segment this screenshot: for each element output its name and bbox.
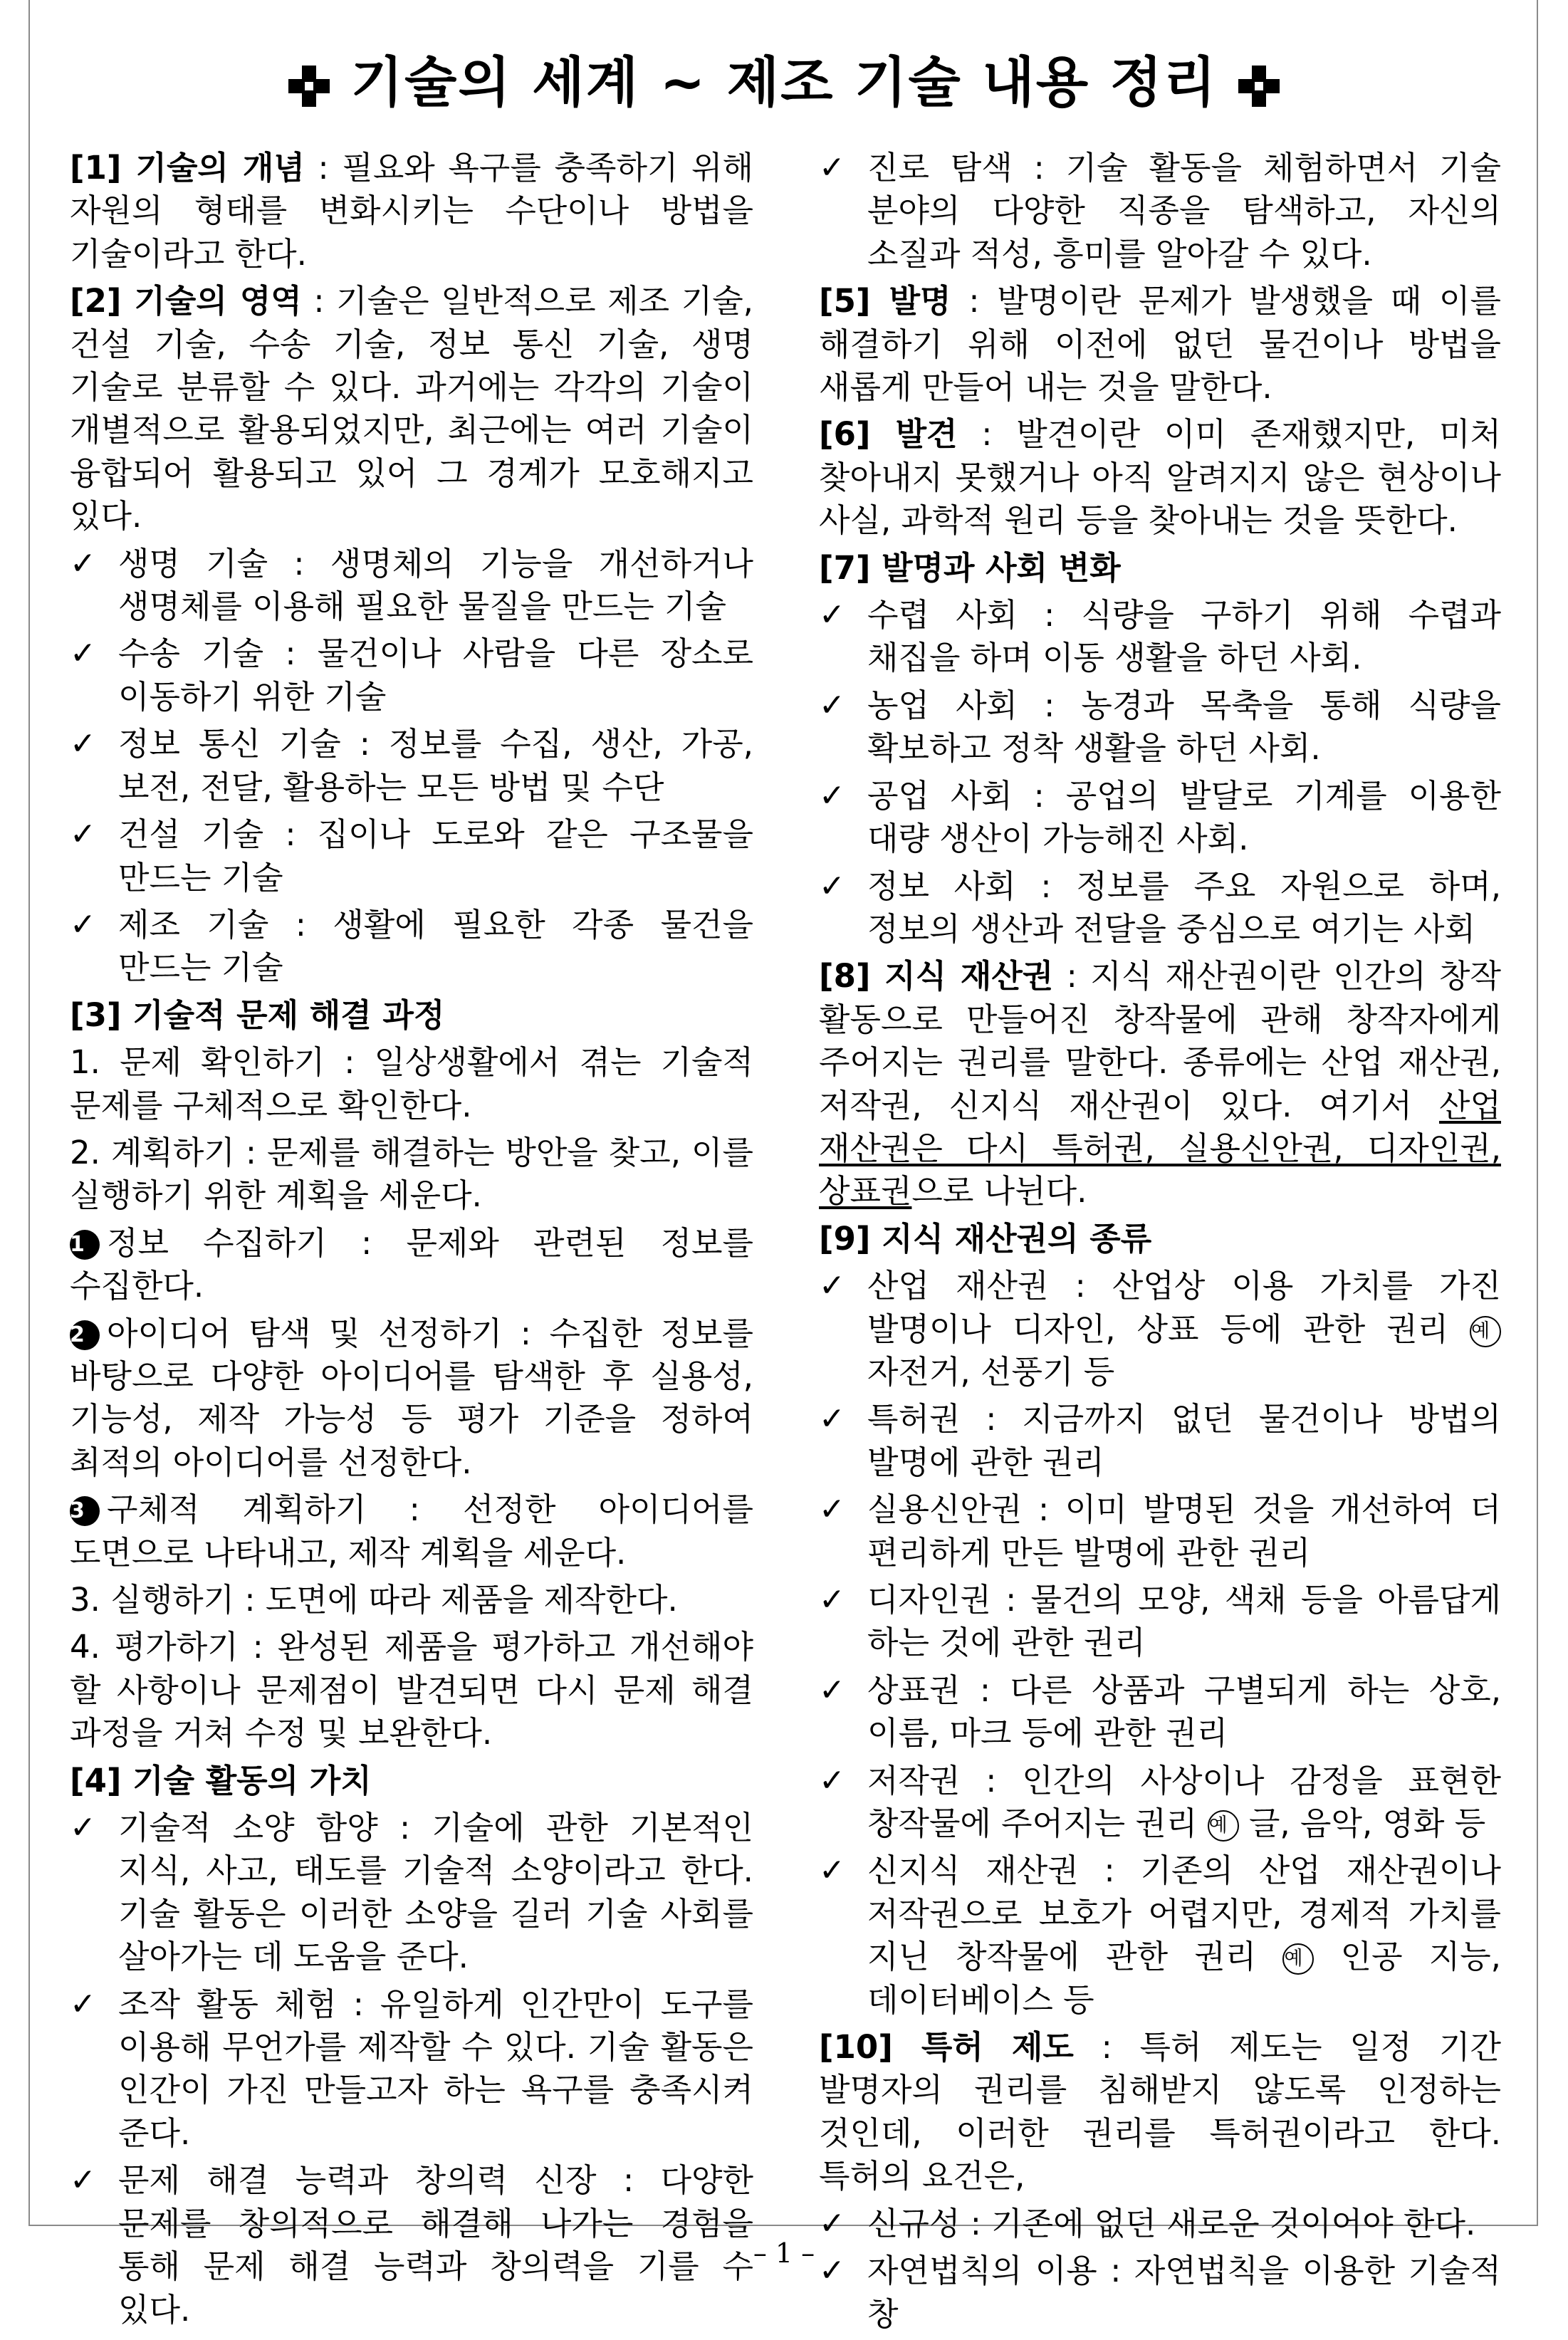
substep-text: 아이디어 탐색 및 선정하기 : 수집한 정보를 바탕으로 다양한 아이디어를 탐색한 후 실용성, 기능성, 제작 가능성 등 평가 기준을 정하여 최적의 아이디어를 선정한다. <box>70 1314 753 1481</box>
step-item: 3. 실행하기 : 도면에 따라 제품을 제작한다. <box>70 1581 678 1619</box>
list-item: ✓ 상표권 : 다른 상품과 구별되게 하는 상호, 이름, 마크 등에 관한 권리 <box>819 1669 1501 1755</box>
list-item: ✓ 실용신안권 : 이미 발명된 것을 개선하여 더 편리하게 만든 발명에 관한 권리 <box>819 1488 1501 1574</box>
section-heading: [3] 기술적 문제 해결 과정 <box>70 996 445 1034</box>
list-item <box>819 1265 1501 1394</box>
section-text: 으로 나뉜다. <box>911 1172 1087 1211</box>
step-item: 2. 계획하기 : 문제를 해결하는 방안을 찾고, 이를 실행하기 위한 계획을 세운다. <box>70 1133 753 1215</box>
item-text: 신지식 재산권 : 기존의 산업 재산권이나 저작권으로 보호가 어렵지만, 경제적 가치를 지닌 창작물에 관한 권리 <box>867 1851 1501 1976</box>
number-badge: 1 <box>70 1230 100 1260</box>
list-item: ✓ 수송 기술 : 물건이나 사람을 다른 장소로 이동하기 위한 기술 <box>70 632 753 719</box>
title-text: 기술의 세계 ~ 제조 기술 내용 정리 <box>350 51 1218 114</box>
example-icon: 예 <box>1470 1316 1501 1347</box>
example-icon: 예 <box>1208 1810 1239 1842</box>
substep-text: 구체적 계획하기 : 선정한 아이디어를 도면으로 나타내고, 제작 계획을 세운다. <box>70 1490 753 1572</box>
section-1 <box>70 147 753 276</box>
section-6 <box>819 413 1501 542</box>
list-item: ✓ 생명 기술 : 생명체의 기능을 개선하거나 생명체를 이용해 필요한 물질을 만드는 기술 <box>70 543 753 629</box>
right-column <box>819 147 1501 2340</box>
example-text: 인공 지능, 데이터베이스 등 <box>867 1938 1501 2019</box>
list-item: ✓ 농업 사회 : 농경과 목축을 통해 식량을 확보하고 정착 생활을 하던 사회. <box>819 684 1501 771</box>
section-text: : 필요와 욕구를 충족하기 위해 자원의 형태를 변화시키는 수단이나 방법을 기술이라고 한다. <box>70 149 753 273</box>
list-item <box>819 1760 1501 1846</box>
step-item: 1. 문제 확인하기 : 일상생활에서 겪는 기술적 문제를 구체적으로 확인한다. <box>70 1043 753 1124</box>
section-heading: [5] 발명 <box>819 282 951 320</box>
list-item: ✓ 건설 기술 : 집이나 도로와 같은 구조물을 만드는 기술 <box>70 813 753 899</box>
section-text: : 발견이란 이미 존재했지만, 미처 찾아내지 못했거나 아직 알려지지 않은 현상이나 사실, 과학적 원리 등을 찾아내는 것을 뜻한다. <box>819 415 1501 540</box>
section-2 <box>70 280 753 538</box>
section-text: : 발명이란 문제가 발생했을 때 이를 해결하기 위해 이전에 없던 물건이나 방법을 새롭게 만들어 내는 것을 말한다. <box>819 282 1501 407</box>
list-item: ✓ 제조 기술 : 생활에 필요한 각종 물건을 만드는 기술 <box>70 904 753 990</box>
section-text: : 지식 재산권이란 인간의 창작 활동으로 만들어진 창작물에 관해 창작자에게 주어지는 권리를 말한다. 종류에는 산업 재산권, 저작권, 신지식 재산권이 있다. 여기서 <box>819 957 1501 1124</box>
page-number: – 1 – <box>753 2237 815 2269</box>
number-badge: 3 <box>70 1496 100 1526</box>
section-text: : 특허 제도는 일정 기간 발명자의 권리를 침해받지 않도록 인정하는 것인데, 이러한 권리를 특허권이라고 한다. 특허의 요건은, <box>819 2028 1501 2195</box>
list-item: ✓ 정보 사회 : 정보를 주요 자원으로 하며, 정보의 생산과 전달을 중심으로 여기는 사회 <box>819 865 1501 951</box>
example-icon: 예 <box>1282 1943 1314 1975</box>
section-text: : 기술은 일반적으로 제조 기술, 건설 기술, 수송 기술, 정보 통신 기술, 생명 기술로 분류할 수 있다. 과거에는 각각의 기술이 개별적으로 활용되었지만, 최근에는 여러 기술이 융합되어 활용되고 있어 그 경계가 모호해지고 있다. <box>70 282 753 536</box>
example-text: 글, 음악, 영화 등 <box>1248 1804 1486 1843</box>
list-item: ✓ 자연법칙의 이용 : 자연법칙을 이용한 기술적 창 <box>819 2250 1501 2336</box>
list-item: ✓ 조작 활동 체험 : 유일하게 인간만이 도구를 이용해 무언가를 제작할 수 있다. 기술 활동은 인간이 가진 만들고자 하는 욕구를 충족시켜 준다. <box>70 1983 753 2156</box>
list-item: ✓ 신규성 : 기존에 없던 새로운 것이어야 한다. <box>819 2203 1501 2245</box>
section-10 <box>819 2026 1501 2198</box>
section-heading: [6] 발견 <box>819 415 958 454</box>
list-item: ✓ 특허권 : 지금까지 없던 물건이나 방법의 발명에 관한 권리 <box>819 1398 1501 1484</box>
section-heading: [2] 기술의 영역 <box>70 282 302 320</box>
page-title <box>0 51 1568 114</box>
underlined-text: 산업 재산권은 다시 특허권, 실용신안권, 디자인권, 상표권 <box>819 1086 1501 1211</box>
section-heading: [8] 지식 재산권 <box>819 957 1054 996</box>
example-text: 자전거, 선풍기 등 <box>867 1352 1115 1391</box>
cross-icon <box>288 66 330 107</box>
substep-item <box>70 1312 753 1485</box>
cross-icon <box>1238 66 1280 107</box>
number-badge: 2 <box>70 1320 100 1350</box>
list-item: ✓ 정보 통신 기술 : 정보를 수집, 생산, 가공, 보전, 전달, 활용하는 모든 방법 및 수단 <box>70 723 753 809</box>
substep-text: 정보 수집하기 : 문제와 관련된 정보를 수집한다. <box>70 1223 753 1305</box>
section-5 <box>819 280 1501 409</box>
section-heading: [7] 발명과 사회 변화 <box>819 548 1121 587</box>
section-8 <box>819 955 1501 1213</box>
list-item: ✓ 문제 해결 능력과 창의력 신장 : 다양한 문제를 창의적으로 해결해 나가는 경험을 통해 문제 해결 능력과 창의력을 기를 수 있다. <box>70 2159 753 2331</box>
left-column <box>70 147 753 2336</box>
list-item: ✓ 수렵 사회 : 식량을 구하기 위해 수렵과 채집을 하며 이동 생활을 하던 사회. <box>819 594 1501 680</box>
section-heading: [4] 기술 활동의 가치 <box>70 1761 372 1800</box>
substep-item <box>70 1488 753 1574</box>
section-heading: [10] 특허 제도 <box>819 2028 1074 2067</box>
item-text: 저작권 : 인간의 사상이나 감정을 표현한 창작물에 주어지는 권리 <box>867 1761 1501 1843</box>
section-heading: [1] 기술의 개념 <box>70 149 305 187</box>
list-item: ✓ 기술적 소양 함양 : 기술에 관한 기본적인 지식, 사고, 태도를 기술적 소양이라고 한다. 기술 활동은 이러한 소양을 길러 기술 사회를 살아가는 데 도움을 준다. <box>70 1807 753 1979</box>
list-item: ✓ 공업 사회 : 공업의 발달로 기계를 이용한 대량 생산이 가능해진 사회. <box>819 775 1501 861</box>
item-text: 산업 재산권 : 산업상 이용 가치를 가진 발명이나 디자인, 상표 등에 관한 권리 <box>867 1267 1501 1348</box>
substep-item <box>70 1222 753 1308</box>
section-heading: [9] 지식 재산권의 종류 <box>819 1219 1152 1258</box>
list-item <box>819 1849 1501 2022</box>
step-item: 4. 평가하기 : 완성된 제품을 평가하고 개선해야 할 사항이나 문제점이 발견되면 다시 문제 해결 과정을 거쳐 수정 및 보완한다. <box>70 1628 753 1753</box>
list-item: ✓ 디자인권 : 물건의 모양, 색채 등을 아름답게 하는 것에 관한 권리 <box>819 1579 1501 1665</box>
list-item: ✓ 진로 탐색 : 기술 활동을 체험하면서 기술 분야의 다양한 직종을 탐색하고, 자신의 소질과 적성, 흥미를 알아갈 수 있다. <box>819 147 1501 276</box>
